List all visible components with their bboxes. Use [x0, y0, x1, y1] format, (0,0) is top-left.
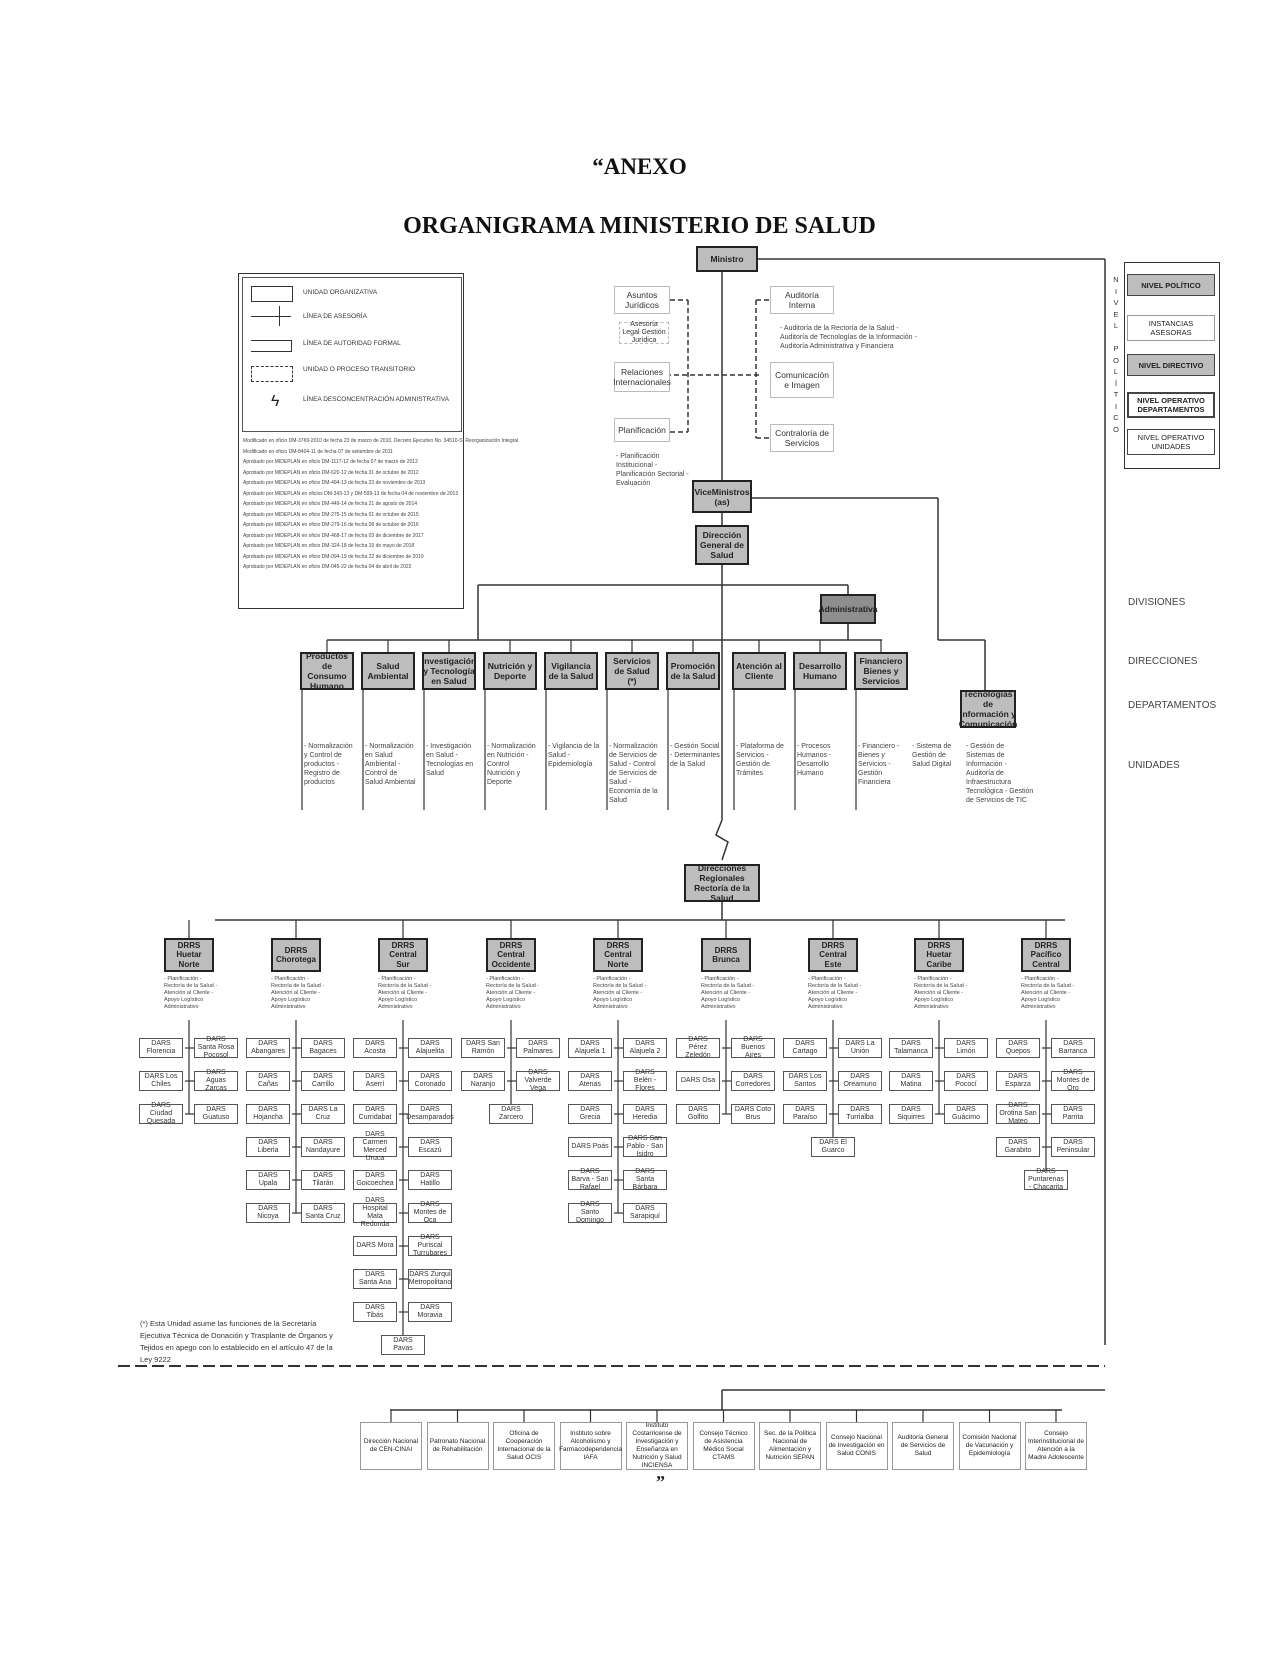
direccion-general-box: Dirección General de Salud — [695, 525, 749, 565]
direccion-box: Atención al Cliente — [732, 652, 786, 690]
dars-box: DARS Liberia — [246, 1137, 290, 1157]
dars-box: DARS Moravia — [408, 1302, 452, 1322]
direccion-units: - Normalización en Nutrición - Control Nutrición y Deporte — [487, 743, 536, 786]
legend-advisory-tick — [279, 306, 280, 326]
dars-box: DARS La Cruz — [301, 1104, 345, 1124]
nivel-letter: P — [1113, 344, 1119, 353]
adscrito-box: Instituto sobre Alcoholismo y Farmacodependencia IAFA — [560, 1422, 622, 1470]
nivel-letter: C — [1113, 413, 1119, 422]
dars-box: DARS Valverde Vega — [516, 1071, 560, 1091]
region-box: DRRS Huetar Norte — [164, 938, 214, 972]
legend-note: Aprobado por MIDEPLAN en oficio DM-094-19 de fecha 22 de diciembre de 2019 — [243, 553, 424, 560]
dars-box: DARS Tilarán — [301, 1170, 345, 1190]
legend-note: Aprobado por MIDEPLAN en oficio DM-620-12 de fecha 31 de octubre de 2012 — [243, 469, 419, 476]
region-units: - Planificación - Rectoría de la Salud - Atención al Cliente - Apoyo Logístico Administrativo — [701, 976, 755, 1010]
direccion-box: Servicios de Salud (*) — [605, 652, 659, 690]
dars-box: DARS Barranca — [1051, 1038, 1095, 1058]
legend-notes — [243, 436, 519, 573]
dars-box: DARS Curridabat — [353, 1104, 397, 1124]
dars-box: DARS Poás — [568, 1137, 612, 1157]
dars-box: DARS Cartago — [783, 1038, 827, 1058]
dars-box: DARS Sarapiquí — [623, 1203, 667, 1223]
region-box: DRRS Central Occidente — [486, 938, 536, 972]
legend-item: UNIDAD O PROCESO TRANSITORIO — [303, 366, 416, 373]
level-departamentos: NIVEL OPERATIVO DEPARTAMENTOS — [1127, 392, 1215, 418]
level-politico: NIVEL POLÍTICO — [1127, 274, 1215, 296]
dars-box: DARS La Unión — [838, 1038, 882, 1058]
dars-box: DARS Coto Brus — [731, 1104, 775, 1124]
dars-box: DARS Esparza — [996, 1071, 1040, 1091]
legend-item: LÍNEA DE ASESORÍA — [303, 313, 367, 320]
direccion-units: - Vigilancia de la Salud - Epidemiología — [548, 743, 600, 768]
dars-box: DARS Coronado — [408, 1071, 452, 1091]
planificacion-units: - Planificación Institucional - Planificación Sectorial - Evaluación — [616, 453, 689, 487]
region-units: - Planificación - Rectoría de la Salud - Atención al Cliente - Apoyo Logístico Administrativo — [271, 976, 325, 1010]
direccion-units: - Financiero - Bienes y Servicios - Gestión Financiera — [858, 743, 900, 786]
dars-box: DARS Pococí — [944, 1071, 988, 1091]
dars-box: DARS Abangares — [246, 1038, 290, 1058]
dars-box: DARS Guatuso — [194, 1104, 238, 1124]
dars-box: DARS Montes de Oca — [408, 1203, 452, 1223]
dars-box: DARS Grecia — [568, 1104, 612, 1124]
viceministros-box: ViceMinistros (as) — [692, 480, 752, 513]
asesoria-legal-box: Asesoría Legal Gestión Jurídica — [619, 322, 669, 344]
region-units: - Planificación - Rectoría de la Salud - Atención al Cliente - Apoyo Logístico Administrativo — [593, 976, 647, 1010]
dars-box: DARS Hojancha — [246, 1104, 290, 1124]
legend-box — [238, 273, 519, 609]
level-asesoras: INSTANCIAS ASESORAS — [1127, 315, 1215, 341]
dars-box: DARS Bagaces — [301, 1038, 345, 1058]
legend-note: Aprobado por MIDEPLAN en oficio DM-275-15 de fecha 01 de octubre de 2015 — [243, 511, 419, 518]
dars-box: DARS Acosta — [353, 1038, 397, 1058]
dars-box: DARS Golfito — [676, 1104, 720, 1124]
region-units: - Planificación - Rectoría de la Salud - Atención al Cliente - Apoyo Logístico Administrativo — [1021, 976, 1075, 1010]
ministro-box: Ministro — [696, 246, 758, 272]
level-unidades: NIVEL OPERATIVO UNIDADES — [1127, 429, 1215, 455]
region-units: - Planificación - Rectoría de la Salud - Atención al Cliente - Apoyo Logístico Administrativo — [164, 976, 218, 1010]
tec-units-digital: - Sistema de Gestión de Salud Digital — [912, 743, 952, 768]
dars-box: DARS Santa Bárbara — [623, 1170, 667, 1190]
dars-box: DARS El Guarco — [811, 1137, 855, 1157]
dars-box: DARS Santo Domingo — [568, 1203, 612, 1223]
direccion-box: Desarrollo Humano — [793, 652, 847, 690]
dars-box: DARS Puntarenas - Chacarita — [1024, 1170, 1068, 1190]
direcciones-regionales-box: Direcciones Regionales Rectoría de la Salud — [684, 864, 760, 902]
dars-box: DARS Mora — [353, 1236, 397, 1256]
dars-box: DARS Carmen Merced Uruca — [353, 1137, 397, 1157]
dars-box: DARS Cañas — [246, 1071, 290, 1091]
dars-box: DARS Alajuela 1 — [568, 1038, 612, 1058]
dars-box: DARS Pérez Zeledón — [676, 1038, 720, 1058]
level-label-unidades: UNIDADES — [1128, 760, 1180, 771]
dars-box: DARS Turrialba — [838, 1104, 882, 1124]
dars-box: DARS Los Santos — [783, 1071, 827, 1091]
dars-box: DARS San Ramón — [461, 1038, 505, 1058]
legend-advisory-swatch — [251, 316, 291, 317]
dars-box: DARS Aserrí — [353, 1071, 397, 1091]
dars-box: DARS Goicoechea — [353, 1170, 397, 1190]
direccion-units: - Gestión Social - Determinantes de la Salud — [670, 743, 720, 768]
nivel-letter: I — [1114, 401, 1118, 411]
region-box: DRRS Central Norte — [593, 938, 643, 972]
direccion-units: - Plataforma de Servicios - Gestión de Trámites — [736, 743, 784, 777]
asuntos-juridicos-box: Asuntos Jurídicos — [614, 286, 670, 314]
legend-note: Aprobado por MIDEPLAN en oficio DM-1117-12 de fecha 07 de marzo de 2012 — [243, 459, 418, 465]
direccion-box: Vigilancia de la Salud — [544, 652, 598, 690]
lightning-icon: ϟ — [271, 393, 280, 410]
region-box: DRRS Central Este — [808, 938, 858, 972]
dars-box: DARS Buenos Aires — [731, 1038, 775, 1058]
auditoria-interna-box: Auditoría Interna — [770, 286, 834, 314]
page-title: “ANEXO — [592, 154, 687, 179]
dars-box: DARS Palmares — [516, 1038, 560, 1058]
direccion-box: Productos de Consumo Humano — [300, 652, 354, 690]
legend-item: LÍNEA DE AUTORIDAD FORMAL — [303, 340, 401, 347]
adscrito-box: Consejo Nacional de Investigación en Salud CONIS — [826, 1422, 888, 1470]
dars-box: DARS Peninsular — [1051, 1137, 1095, 1157]
level-label-direcciones: DIRECCIONES — [1128, 656, 1198, 667]
legend-note: Aprobado por MIDEPLAN en oficio DM-449-14 de fecha 21 de agosto de 2014 — [243, 501, 417, 507]
dars-box: DARS Santa Ana — [353, 1269, 397, 1289]
dars-box: DARS Ciudad Quesada — [139, 1104, 183, 1124]
nivel-letter: V — [1113, 298, 1119, 307]
nivel-letter: O — [1113, 424, 1119, 434]
region-box: DRRS Pacífico Central — [1021, 938, 1071, 972]
legend-note: Aprobado por MIDEPLAN en oficios DM-343-13 y DM-599-13 de fecha 04 de noviembre de 2013 — [243, 490, 459, 497]
adscrito-box: Consejo Técnico de Asistencia Médico Social CTAMS — [693, 1422, 755, 1470]
region-box: DRRS Chorotega — [271, 938, 321, 972]
dars-box: DARS Alajuela 2 — [623, 1038, 667, 1058]
contraloria-servicios-box: Contraloría de Servicios — [770, 424, 834, 452]
dars-box: DARS Hatillo — [408, 1170, 452, 1190]
tec-units: - Gestión de Sistemas de Información - Auditoría de Infraestructura Tecnológica - Gestión de Servicios de TIC — [966, 743, 1034, 804]
dars-box: DARS Zurquí Metropolitano — [408, 1269, 452, 1289]
legend-note: Modificado en oficio DM-8404-11 de fecha 07 de setiembre de 2011 — [243, 448, 393, 455]
level-label-divisiones: DIVISIONES — [1128, 597, 1186, 608]
dars-box: DARS Desamparados — [408, 1104, 452, 1124]
nivel-letter: Í — [1114, 378, 1118, 388]
level-label-departamentos: DEPARTAMENTOS — [1128, 700, 1217, 711]
legend-note: Aprobado por MIDEPLAN en oficio DM-279-16 de fecha 08 de octubre de 2016 — [243, 522, 419, 528]
dars-box: DARS Limón — [944, 1038, 988, 1058]
legend-note: Modificado en oficio DM-3769-2010 de fecha 23 de marzo de 2010, Decreto Ejecutivo No. 34510-S, Reorganización Integral — [243, 438, 519, 444]
adscrito-box: Comisión Nacional de Vacunación y Epidemiología — [959, 1422, 1021, 1470]
adscrito-box: Oficina de Cooperación Internacional de la Salud OCIS — [493, 1422, 555, 1470]
direccion-units: - Normalización de Servicios de Salud - Control de Servicios de Salud - Economía de la Salud — [609, 743, 658, 804]
comunicacion-imagen-box: Comunicación e Imagen — [770, 362, 834, 398]
nivel-letter: L — [1113, 321, 1119, 330]
nivel-letter: O — [1113, 355, 1119, 365]
direccion-box: Promoción de la Salud — [666, 652, 720, 690]
dars-box: DARS Montes de Oro — [1051, 1071, 1095, 1091]
level-directivo: NIVEL DIRECTIVO — [1127, 354, 1215, 376]
dars-box: DARS Nicoya — [246, 1203, 290, 1223]
dars-box: DARS Siquirres — [889, 1104, 933, 1124]
relaciones-internacionales-box: Relaciones Internacionales — [614, 362, 670, 392]
direccion-box: Financiero Bienes y Servicios — [854, 652, 908, 690]
dars-box: DARS Quepos — [996, 1038, 1040, 1058]
direccion-units: - Investigación en Salud - Tecnologías en Salud — [426, 743, 474, 777]
nivel-letter: T — [1113, 390, 1119, 399]
legend-note: Aprobado por MIDEPLAN en oficio DM-468-17 de fecha 03 de diciembre de 2017 — [243, 532, 424, 539]
region-units: - Planificación - Rectoría de la Salud - Atención al Cliente - Apoyo Logístico Administrativo — [486, 976, 540, 1010]
adscrito-box: Consejo Interinstitucional de Atención a la Madre Adolescente — [1025, 1422, 1087, 1470]
nivel-letter: I — [1114, 286, 1118, 296]
direccion-box: Investigación y Tecnología en Salud — [422, 652, 476, 690]
region-box: DRRS Central Sur — [378, 938, 428, 972]
dars-box: DARS Corredores — [731, 1071, 775, 1091]
dars-box: DARS Tibás — [353, 1302, 397, 1322]
nivel-letter: E — [1113, 309, 1119, 319]
dars-box: DARS Zarcero — [489, 1104, 533, 1124]
dars-box: DARS Escazú — [408, 1137, 452, 1157]
dars-box: DARS Parrita — [1051, 1104, 1095, 1124]
region-units: - Planificación - Rectoría de la Salud - Atención al Cliente - Apoyo Logístico Administrativo — [378, 976, 432, 1010]
region-box: DRRS Huetar Caribe — [914, 938, 964, 972]
region-box: DRRS Brunca — [701, 938, 751, 972]
dars-box: DARS Matina — [889, 1071, 933, 1091]
direccion-units: - Procesos Humanos - Desarrollo Humano — [797, 743, 832, 777]
adscrito-box: Instituto Costarricense de Investigación y Enseñanza en Nutrición y Salud INCIENSA — [626, 1422, 688, 1470]
dars-box: DARS Aguas Zarcas — [194, 1071, 238, 1091]
direccion-units: - Normalización en Salud Ambiental - Control de Salud Ambiental — [365, 743, 416, 786]
direccion-box: Salud Ambiental — [361, 652, 415, 690]
legend-unit-swatch — [251, 286, 293, 302]
adscrito-box: Dirección Nacional de CEN-CINAI — [360, 1422, 422, 1470]
dars-box: DARS Guácimo — [944, 1104, 988, 1124]
dars-box: DARS Orotina San Mateo — [996, 1104, 1040, 1124]
chart-title: ORGANIGRAMA MINISTERIO DE SALUD — [403, 213, 876, 239]
dars-box: DARS San Pablo - San Isidro — [623, 1137, 667, 1157]
direccion-box: Nutrición y Deporte — [483, 652, 537, 690]
legend-authority-swatch — [251, 340, 292, 352]
dars-box: DARS Santa Cruz — [301, 1203, 345, 1223]
planificacion-box: Planificación — [614, 418, 670, 442]
legend-transitory-swatch — [251, 366, 293, 382]
legend-note: Aprobado por MIDEPLAN en oficio DM-494-13 de fecha 23 de noviembre de 2013 — [243, 480, 426, 486]
dars-box: DARS Osa — [676, 1071, 720, 1091]
dars-box: DARS Atenas — [568, 1071, 612, 1091]
region-units: - Planificación - Rectoría de la Salud - Atención al Cliente - Apoyo Logístico Administrativo — [808, 976, 862, 1010]
tecnologias-box: Tecnologías de Información y Comunicación — [958, 689, 1018, 729]
dars-box: DARS Paraíso — [783, 1104, 827, 1124]
dars-box: DARS Pavas — [381, 1335, 425, 1355]
dars-box: DARS Belén - Flores — [623, 1071, 667, 1091]
administrativa-box: Administrativa — [820, 594, 876, 624]
dars-box: DARS Heredia — [623, 1104, 667, 1124]
dars-box: DARS Alajuelita — [408, 1038, 452, 1058]
dars-box: DARS Santa Rosa Pocosol — [194, 1038, 238, 1058]
dars-box: DARS Florencia — [139, 1038, 183, 1058]
dars-box: DARS Garabito — [996, 1137, 1040, 1157]
direccion-units: - Normalización y Control de productos - Registro de productos — [304, 743, 353, 786]
dars-box: DARS Puriscal Turrubares — [408, 1236, 452, 1256]
dars-box: DARS Naranjo — [461, 1071, 505, 1091]
nivel-letter: N — [1113, 275, 1119, 284]
dars-box: DARS Hospital Mata Redonda — [353, 1203, 397, 1223]
legend-key — [242, 277, 462, 432]
nivel-letter: L — [1113, 367, 1119, 376]
adscrito-box: Patronato Nacional de Rehabilitación — [427, 1422, 489, 1470]
adscrito-box: Auditoría General de Servicios de Salud — [892, 1422, 954, 1470]
dars-box: DARS Barva - San Rafael — [568, 1170, 612, 1190]
dars-box: DARS Nandayure — [301, 1137, 345, 1157]
legend-note: Aprobado por MIDEPLAN en oficio DM-324-18 de fecha 19 de mayo de 2018 — [243, 543, 415, 549]
dars-box: DARS Oreamuno — [838, 1071, 882, 1091]
closing-quote: ” — [656, 1472, 665, 1492]
dars-box: DARS Talamanca — [889, 1038, 933, 1058]
dars-box: DARS Upala — [246, 1170, 290, 1190]
auditoria-units: - Auditoría de la Rectoría de la Salud - Auditoría de Tecnologías de la Información - Auditoría Administrativa y Financiera — [780, 325, 917, 350]
adscrito-box: Sec. de la Política Nacional de Alimentación y Nutrición SEPAN — [759, 1422, 821, 1470]
legend-item: LÍNEA DESCONCENTRACIÓN ADMINISTRATIVA — [303, 396, 450, 403]
dars-box: DARS Los Chiles — [139, 1071, 183, 1091]
legend-item: UNIDAD ORGANIZATIVA — [303, 289, 378, 296]
footnote: (*) Esta Unidad asume las funciones de la Secretaría Ejecutiva Técnica de Donación y Trasplante de Órganos y Tejidos en apego con lo establecido en el artículo 47 de la Ley 9222 — [140, 1319, 333, 1364]
dars-box: DARS Carrillo — [301, 1071, 345, 1091]
legend-note: Aprobado por MIDEPLAN en oficio DM-045-22 de fecha 04 de abril de 2022 — [243, 564, 412, 570]
region-units: - Planificación - Rectoría de la Salud - Atención al Cliente - Apoyo Logístico Administrativo — [914, 976, 968, 1010]
